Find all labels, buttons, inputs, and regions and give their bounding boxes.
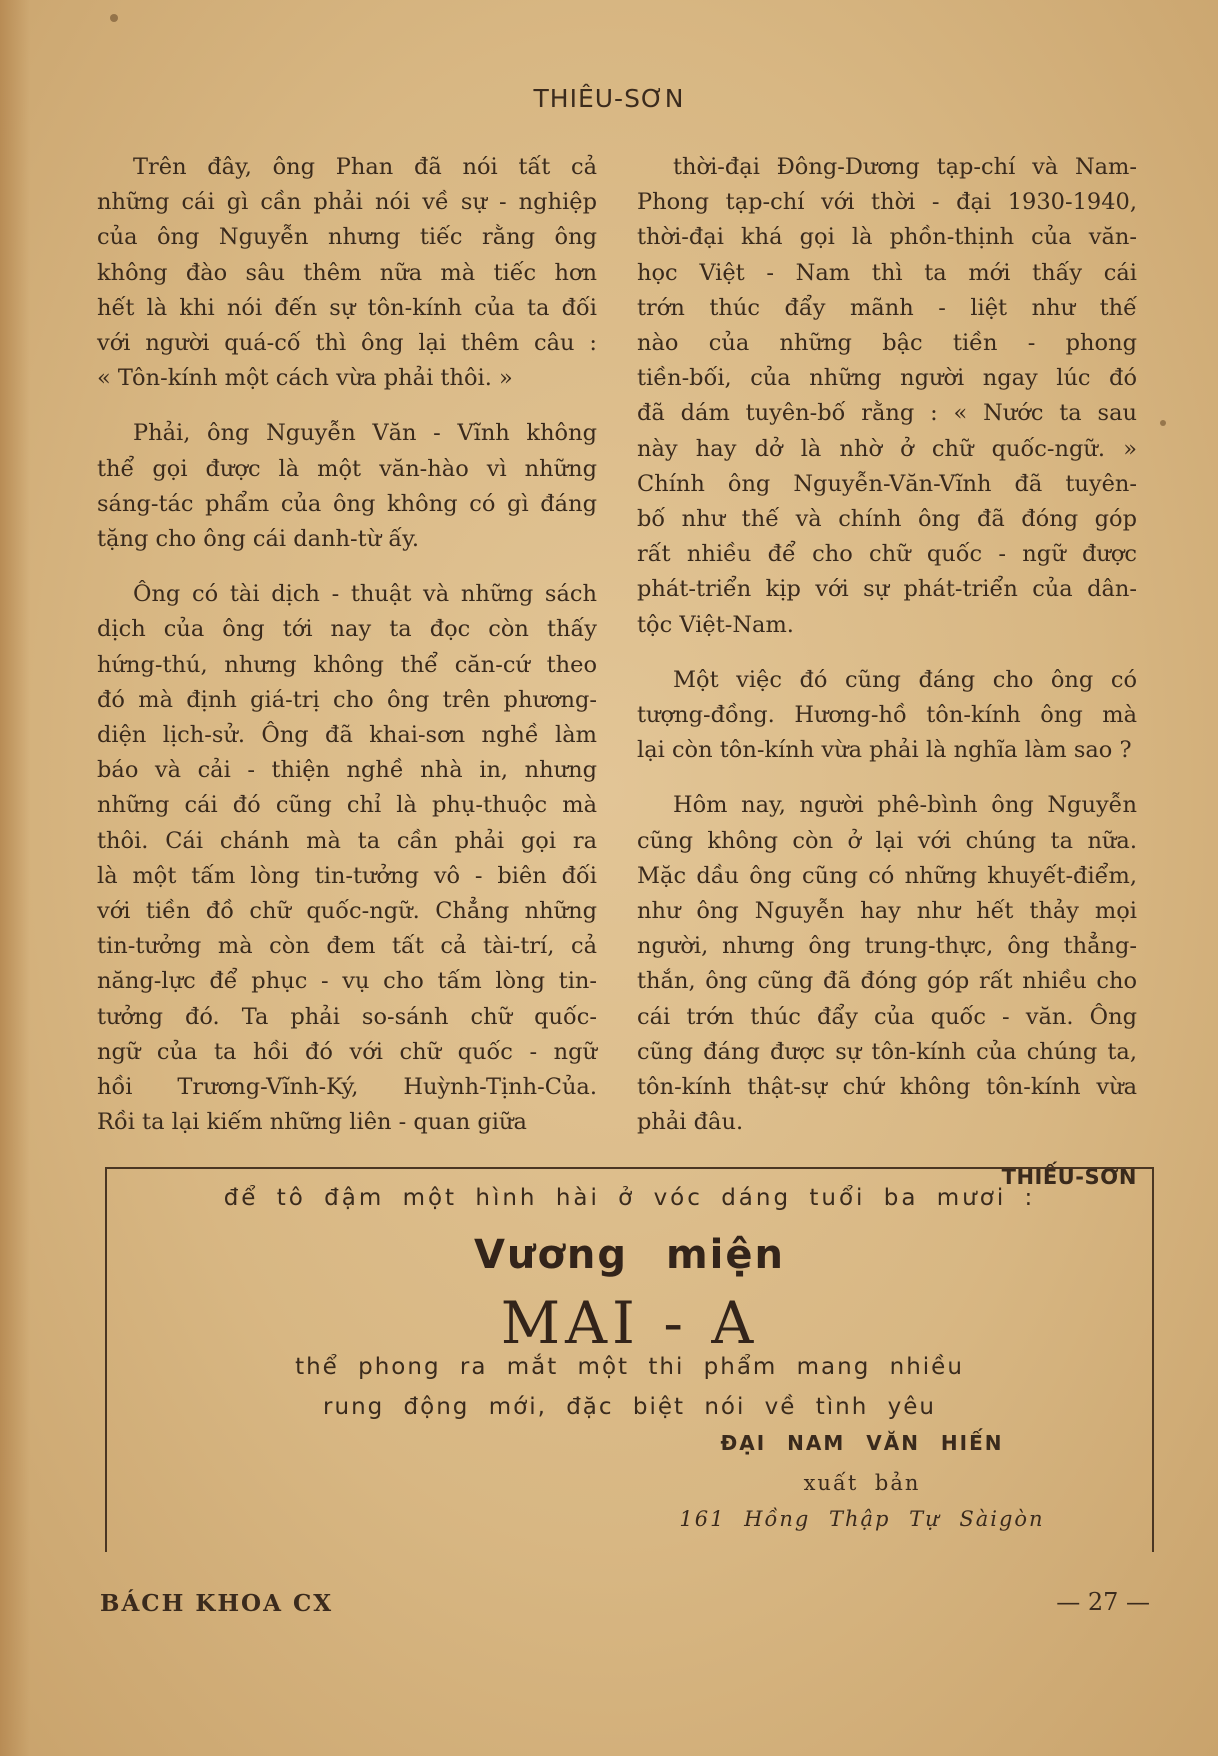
text-line: tin-tưởng mà còn đem tất cả tài-trí, cả [97,933,597,960]
text-line: tiền-bối, của những người ngay lúc đó [637,365,1137,392]
text-line: lại còn tôn-kính vừa phải là nghĩa làm sao ? [637,737,1132,764]
text-line: Trên đây, ông Phan đã nói tất cả [133,154,597,180]
text-line: như ông Nguyễn hay như hết thảy mọi [637,898,1137,925]
text-line: thắn, ông cũng đã đóng góp rất nhiều cho [637,968,1137,995]
text-line: tôn-kính thật-sự chứ không tôn-kính vừa [637,1074,1137,1101]
ad-publisher: ĐẠI NAM VĂN HIẾN [720,1431,1004,1455]
text-line: thời-đại Đông-Dương tạp-chí và Nam- [673,154,1137,180]
text-line: thời-đại khá gọi là phồn-thịnh của văn- [637,224,1137,251]
ad-tagline: để tô đậm một hình hài ở vóc dáng tuổi ba mươi : [223,1185,1036,1211]
ad-border-rule [1152,1364,1154,1552]
paragraph [97,150,597,396]
text-line: đã dám tuyên-bố rằng : « Nước ta sau [637,400,1137,427]
text-line: năng-lực để phục - vụ cho tấm lòng tin- [97,968,597,995]
text-line: hết là khi nói đến sự tôn-kính của ta đối [97,294,597,321]
text-line: Một việc đó cũng đáng cho ông có [673,666,1137,693]
author-signature: THIẾU-SƠN [1001,1165,1137,1190]
text-line: Phải, ông Nguyễn Văn - Vĩnh không [133,420,597,447]
text-line: phải đâu. [637,1109,744,1136]
text-line: với người quá-cố thì ông lại thêm câu : [97,330,597,357]
text-line: những cái gì cần phải nói về sự - nghiệp [97,189,597,216]
text-line: với tiền đồ chữ quốc-ngữ. Chẳng những [97,898,597,925]
ad-publish-label: xuất bản [803,1471,921,1495]
magazine-name: BÁCH KHOA CX [100,1590,334,1617]
paragraph [637,150,1137,643]
text-line: bố như thế và chính ông đã đóng góp [637,506,1137,533]
text-line: dịch của ông tới nay ta đọc còn thấy [97,616,597,643]
text-line: Rồi ta lại kiếm những liên - quan giữa [97,1109,527,1136]
text-line: trớn thúc đẩy mãnh - liệt như thế [637,294,1137,321]
left-column [97,150,597,1160]
text-line: đó mà định giá-trị cho ông trên phương- [97,686,597,713]
text-line: phát-triển kịp với sự phát-triển của dân- [637,576,1137,603]
text-line: ngữ của ta hồi đó với chữ quốc - ngữ [97,1038,597,1065]
text-line: diện lịch-sử. Ông đã khai-sơn nghề làm [97,722,597,749]
text-line: hứng-thú, nhưng không thể căn-cứ theo [97,651,597,678]
ad-title: Vương miện [474,1232,785,1278]
ad-main-title: MAI - A [500,1289,759,1357]
paragraph [637,788,1137,1140]
text-line: Chính ông Nguyễn-Văn-Vĩnh đã tuyên- [637,470,1137,497]
text-line: sáng-tác phẩm của ông không có gì đáng [97,490,597,517]
paper-edge [0,0,30,1756]
text-line: Mặc dầu ông cũng có những khuyết-điểm, [637,862,1137,889]
paragraph [97,416,597,557]
paragraph [97,577,597,1140]
ad-description-line-1: thể phong ra mắt một thi phẩm mang nhiều [295,1354,964,1380]
text-line: cái trớn thúc đẩy của quốc - văn. Ông [637,1003,1137,1030]
right-column [637,150,1137,1196]
text-line: báo và cải - thiện nghề nhà in, nhưng [97,757,597,784]
text-line: rất nhiều để cho chữ quốc - ngữ được [637,541,1137,568]
ink-spot [110,14,118,22]
ink-spot [1160,420,1166,426]
text-line: những cái đó cũng chỉ là phụ-thuộc mà [97,792,597,819]
text-line: học Việt - Nam thì ta mới thấy cái [637,259,1137,286]
text-line: người, nhưng ông trung-thực, ông thẳng- [637,933,1137,960]
advertisement-box [105,1167,1154,1552]
text-line: tặng cho ông cái danh-từ ấy. [97,526,419,553]
text-line: cũng không còn ở lại với chúng ta nữa. [637,827,1137,854]
text-line: « Tôn-kính một cách vừa phải thôi. » [97,365,513,392]
text-line: của ông Nguyễn nhưng tiếc rằng ông [97,224,597,251]
text-line: tộc Việt-Nam. [637,611,794,638]
text-line: tượng-đồng. Hương-hồ tôn-kính ông mà [637,702,1137,729]
text-line: Hôm nay, người phê-bình ông Nguyễn [673,792,1137,819]
text-line: Phong tạp-chí với thời - đại 1930-1940, [637,189,1137,216]
page-number: — 27 — [1056,1588,1150,1616]
text-line: thôi. Cái chánh mà ta cần phải gọi ra [97,827,597,854]
text-line: cũng đáng được sự tôn-kính của chúng ta, [637,1038,1137,1065]
text-line: tưởng đó. Ta phải so-sánh chữ quốc- [97,1003,597,1030]
ad-address: 161 Hồng Thập Tự Sàigòn [679,1507,1045,1531]
paragraph [637,663,1137,769]
text-line: thể gọi được là một văn-hào vì những [97,455,597,482]
text-line: không đào sâu thêm nữa mà tiếc hơn [97,259,597,286]
text-line: nào của những bậc tiền - phong [637,330,1137,357]
text-line: là một tấm lòng tin-tưởng vô - biên đối [97,862,597,889]
text-line: hồi Trương-Vĩnh-Ký, Huỳnh-Tịnh-Của. [97,1074,597,1101]
text-line: Ông có tài dịch - thuật và những sách [133,581,597,608]
ad-description-line-2: rung động mới, đặc biệt nói về tình yêu [323,1394,936,1420]
running-title: THIÊU-SƠN [533,84,685,113]
text-line: này hay dở là nhờ ở chữ quốc-ngữ. » [637,435,1137,462]
